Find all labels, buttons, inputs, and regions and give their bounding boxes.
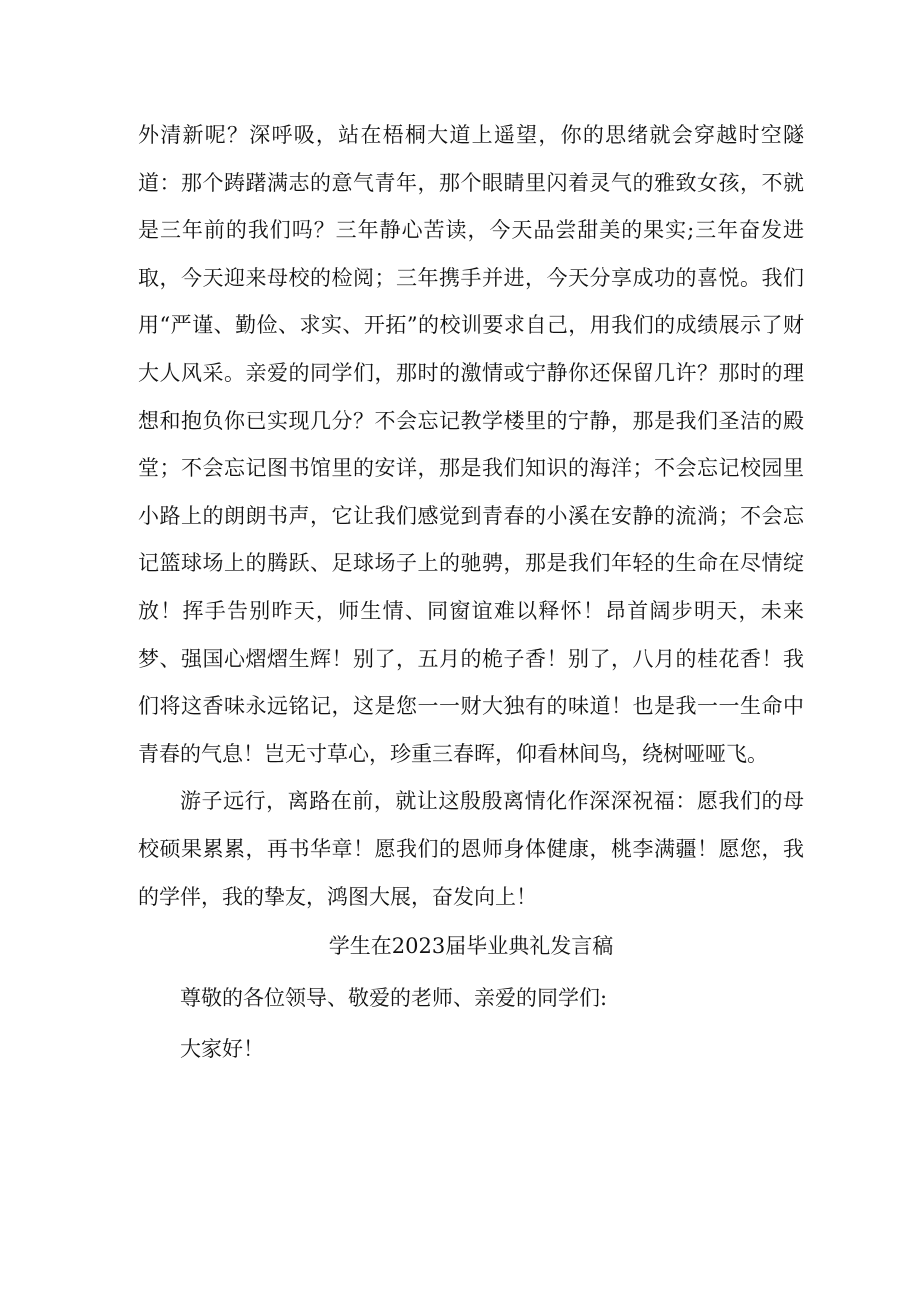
salutation: 尊敬的各位领导、敬爱的老师、亲爱的同学们: [180,985,608,1010]
blessing-paragraph: 游子远行，离路在前，就让这殷殷离情化作深深祝福：愿我们的母校硕果累累，再书华章！愿我们的恩师身体健康，桃李满疆！愿您，我的学伴，我的挚友，鸿图大展，奋发向上！ [138,789,804,909]
continued-paragraph: 外清新呢？深呼吸，站在梧桐大道上遥望，你的思绪就会穿越时空隧道：那个踌躇满志的意气青年，那个眼睛里闪着灵气的雅致女孩，不就是三年前的我们吗？三年静心苦读，今天品尝甜美的果实;三年奋发进取，今天迎来母校的检阅；三年携手并进，今天分享成功的喜悦。我们用“严谨、勤俭、求实、开拓”的校训要求自己，用我们的成绩展示了财大人风采。亲爱的同学们，那时的激情或宁静你还保留几许？那时的理想和抱负你已实现几分？不会忘记教学楼里的宁静，那是我们圣洁的殿堂；不会忘记图书馆里的安详，那是我们知识的海洋；不会忘记校园里小路上的朗朗书声，它让我们感觉到青春的小溪在安静的流淌；不会忘记篮球场上的腾跃、足球场子上的驰骋，那是我们年轻的生命在尽情绽放！挥手告别昨天，师生情、同窗谊难以释怀！昂首阔步明天，未来梦、强国心熠熠生辉！别了，五月的桅子香！别了，八月的桂花香！我们将这香味永远铭记，这是您一一财大独有的味道！也是我一一生命中青春的气息！岂无寸草心，珍重三春晖，仰看林间鸟，绕树哑哑飞。 [138,123,804,766]
greeting: 大家好！ [180,1037,264,1062]
document-body [138,112,804,1074]
section-title: 学生在2023届毕业典礼发言稿 [328,934,614,959]
